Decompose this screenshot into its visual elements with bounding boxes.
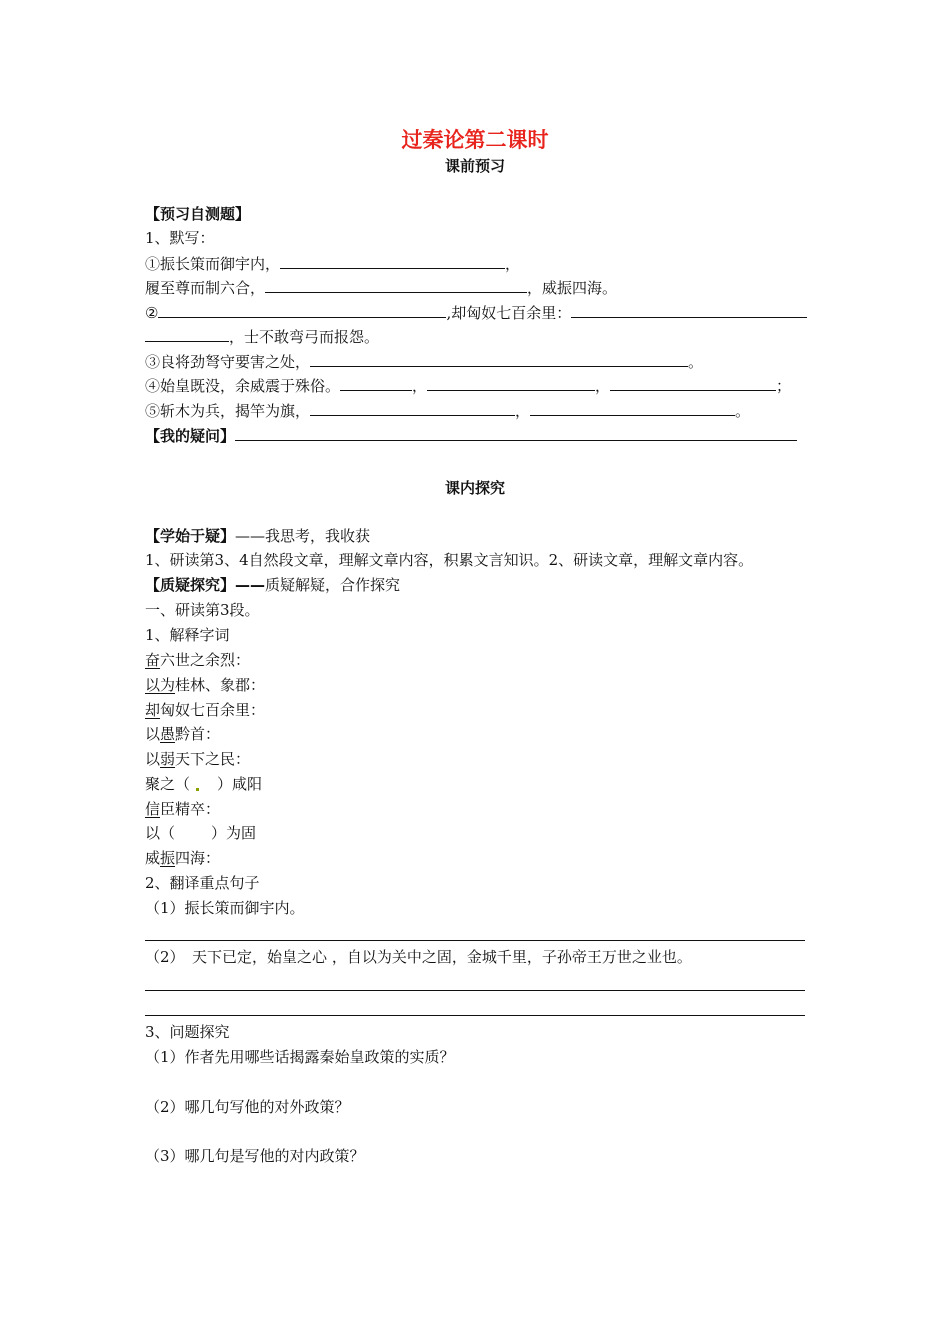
fill-blank[interactable] <box>265 277 527 293</box>
fill-blank[interactable] <box>571 302 807 318</box>
word-key: 却 <box>145 701 161 719</box>
word-item <box>145 749 250 769</box>
word-item <box>145 799 220 819</box>
dictation-text: ③良将劲弩守要害之处， <box>145 353 311 371</box>
fill-blank[interactable] <box>340 375 412 391</box>
translate-item-1: （1）振长策而御宇内。 <box>145 899 305 917</box>
dictation-text: ； <box>776 377 792 395</box>
word-context: 臣精卒： <box>160 800 221 818</box>
translate-label: 2、翻译重点句子 <box>145 874 260 892</box>
problem-item-1: （1）作者先用哪些话揭露秦始皇政策的实质？ <box>145 1048 455 1066</box>
word-key: 愚 <box>160 725 176 743</box>
dictation-text: ④始皇既没，余威震于殊俗。 <box>145 377 341 395</box>
fill-blank[interactable] <box>427 375 595 391</box>
dictation-text: ， <box>412 377 428 395</box>
dictation-text: ， <box>515 402 531 420</box>
word-context: 以（ <box>145 824 176 842</box>
answer-line[interactable] <box>145 990 805 991</box>
dictation-line-5 <box>145 375 791 395</box>
word-context: 以 <box>145 725 161 743</box>
dictation-text: ， <box>505 255 521 273</box>
fill-blank[interactable] <box>310 400 515 416</box>
question-1-label: 1、默写： <box>145 229 215 247</box>
bullet-dot-icon <box>196 788 199 791</box>
preview-heading: 【预习自测题】 <box>145 205 251 223</box>
word-item <box>145 724 220 744</box>
fill-blank[interactable] <box>158 302 446 318</box>
doubt-line <box>145 425 797 445</box>
dictation-line-4 <box>145 351 703 371</box>
words-label: 1、解释字词 <box>145 626 230 644</box>
learn-heading: 【学始于疑】 <box>145 527 236 545</box>
explore-line <box>145 575 400 595</box>
word-context: 以 <box>145 750 161 768</box>
page-title: 过秦论第二课时 <box>401 128 549 152</box>
translate-item-2: （2） 天下已定，始皇之心 ，自以为关中之固，金城千里，子孙帝王万世之业也。 <box>145 948 692 966</box>
dictation-line-6 <box>145 400 750 420</box>
word-context: 四海： <box>175 849 221 867</box>
word-context: 威 <box>145 849 161 867</box>
learn-line <box>145 526 370 546</box>
fill-blank[interactable] <box>145 326 229 342</box>
word-key: 信 <box>145 800 161 818</box>
part-1-heading: 一、研读第3段。 <box>145 601 260 619</box>
dictation-line-2 <box>145 277 617 297</box>
dictation-text: ② <box>145 304 159 322</box>
dictation-line-1 <box>145 253 520 273</box>
answer-line[interactable] <box>145 940 805 941</box>
word-key: 弱 <box>160 750 176 768</box>
word-context: 天下之民： <box>175 750 251 768</box>
dictation-text: ， <box>295 402 311 420</box>
fill-blank[interactable] <box>310 351 688 367</box>
word-key: 奋 <box>145 651 161 669</box>
problem-label: 3、问题探究 <box>145 1023 230 1041</box>
word-item <box>145 848 220 868</box>
explore-text: 质疑解疑，合作探究 <box>265 576 401 594</box>
word-item <box>145 700 265 720</box>
word-context: ）为固 <box>211 824 257 842</box>
dictation-text: ①振长策而御宇内， <box>145 255 281 273</box>
word-key: 振 <box>160 849 176 867</box>
fill-blank[interactable] <box>280 253 505 269</box>
dictation-text: ，威振四海。 <box>527 279 618 297</box>
dictation-text: ⑤斩木为兵，揭竿为旗 <box>145 402 296 420</box>
answer-line[interactable] <box>145 1015 805 1016</box>
fill-blank[interactable] <box>530 400 735 416</box>
word-context: ）咸阳 <box>217 775 263 793</box>
word-context: 匈奴七百余里： <box>160 701 266 719</box>
word-item <box>145 774 262 794</box>
fill-blank[interactable] <box>610 375 776 391</box>
doubt-heading: 【我的疑问】 <box>145 427 236 445</box>
dictation-text: ，士不敢弯弓而报怨。 <box>229 328 380 346</box>
problem-item-3: （3）哪几句是写他的对内政策？ <box>145 1147 365 1165</box>
word-item <box>145 650 250 670</box>
word-context: 桂林、象郡： <box>175 676 266 694</box>
dictation-line-3 <box>145 302 807 322</box>
word-item <box>145 823 256 843</box>
explore-heading: 【质疑探究】—— <box>145 576 266 594</box>
section-heading-explore: 课内探究 <box>444 479 505 497</box>
word-context: 聚之（ <box>145 775 191 793</box>
dictation-text: 履至尊而制六合， <box>145 279 266 297</box>
word-context: 六世之余烈： <box>160 651 251 669</box>
word-item <box>145 675 265 695</box>
doubt-answer-blank[interactable] <box>235 425 797 441</box>
dictation-text: ， <box>595 377 611 395</box>
learn-text: ——我思考，我收获 <box>235 527 371 545</box>
word-key: 以为 <box>145 676 176 694</box>
problem-item-2: （2）哪几句写他的对外政策？ <box>145 1098 350 1116</box>
section-heading-preview: 课前预习 <box>444 157 505 175</box>
learn-tasks: 1、研读第3、4自然段文章，理解文章内容，积累文言知识。2、研读文章，理解文章内容。 <box>145 551 754 569</box>
word-context: 黔首： <box>175 725 221 743</box>
dictation-text: 。 <box>735 402 751 420</box>
dictation-text: ,却匈奴七百余里： <box>446 304 572 322</box>
dictation-text: 。 <box>688 353 704 371</box>
dictation-line-3b <box>145 326 379 346</box>
